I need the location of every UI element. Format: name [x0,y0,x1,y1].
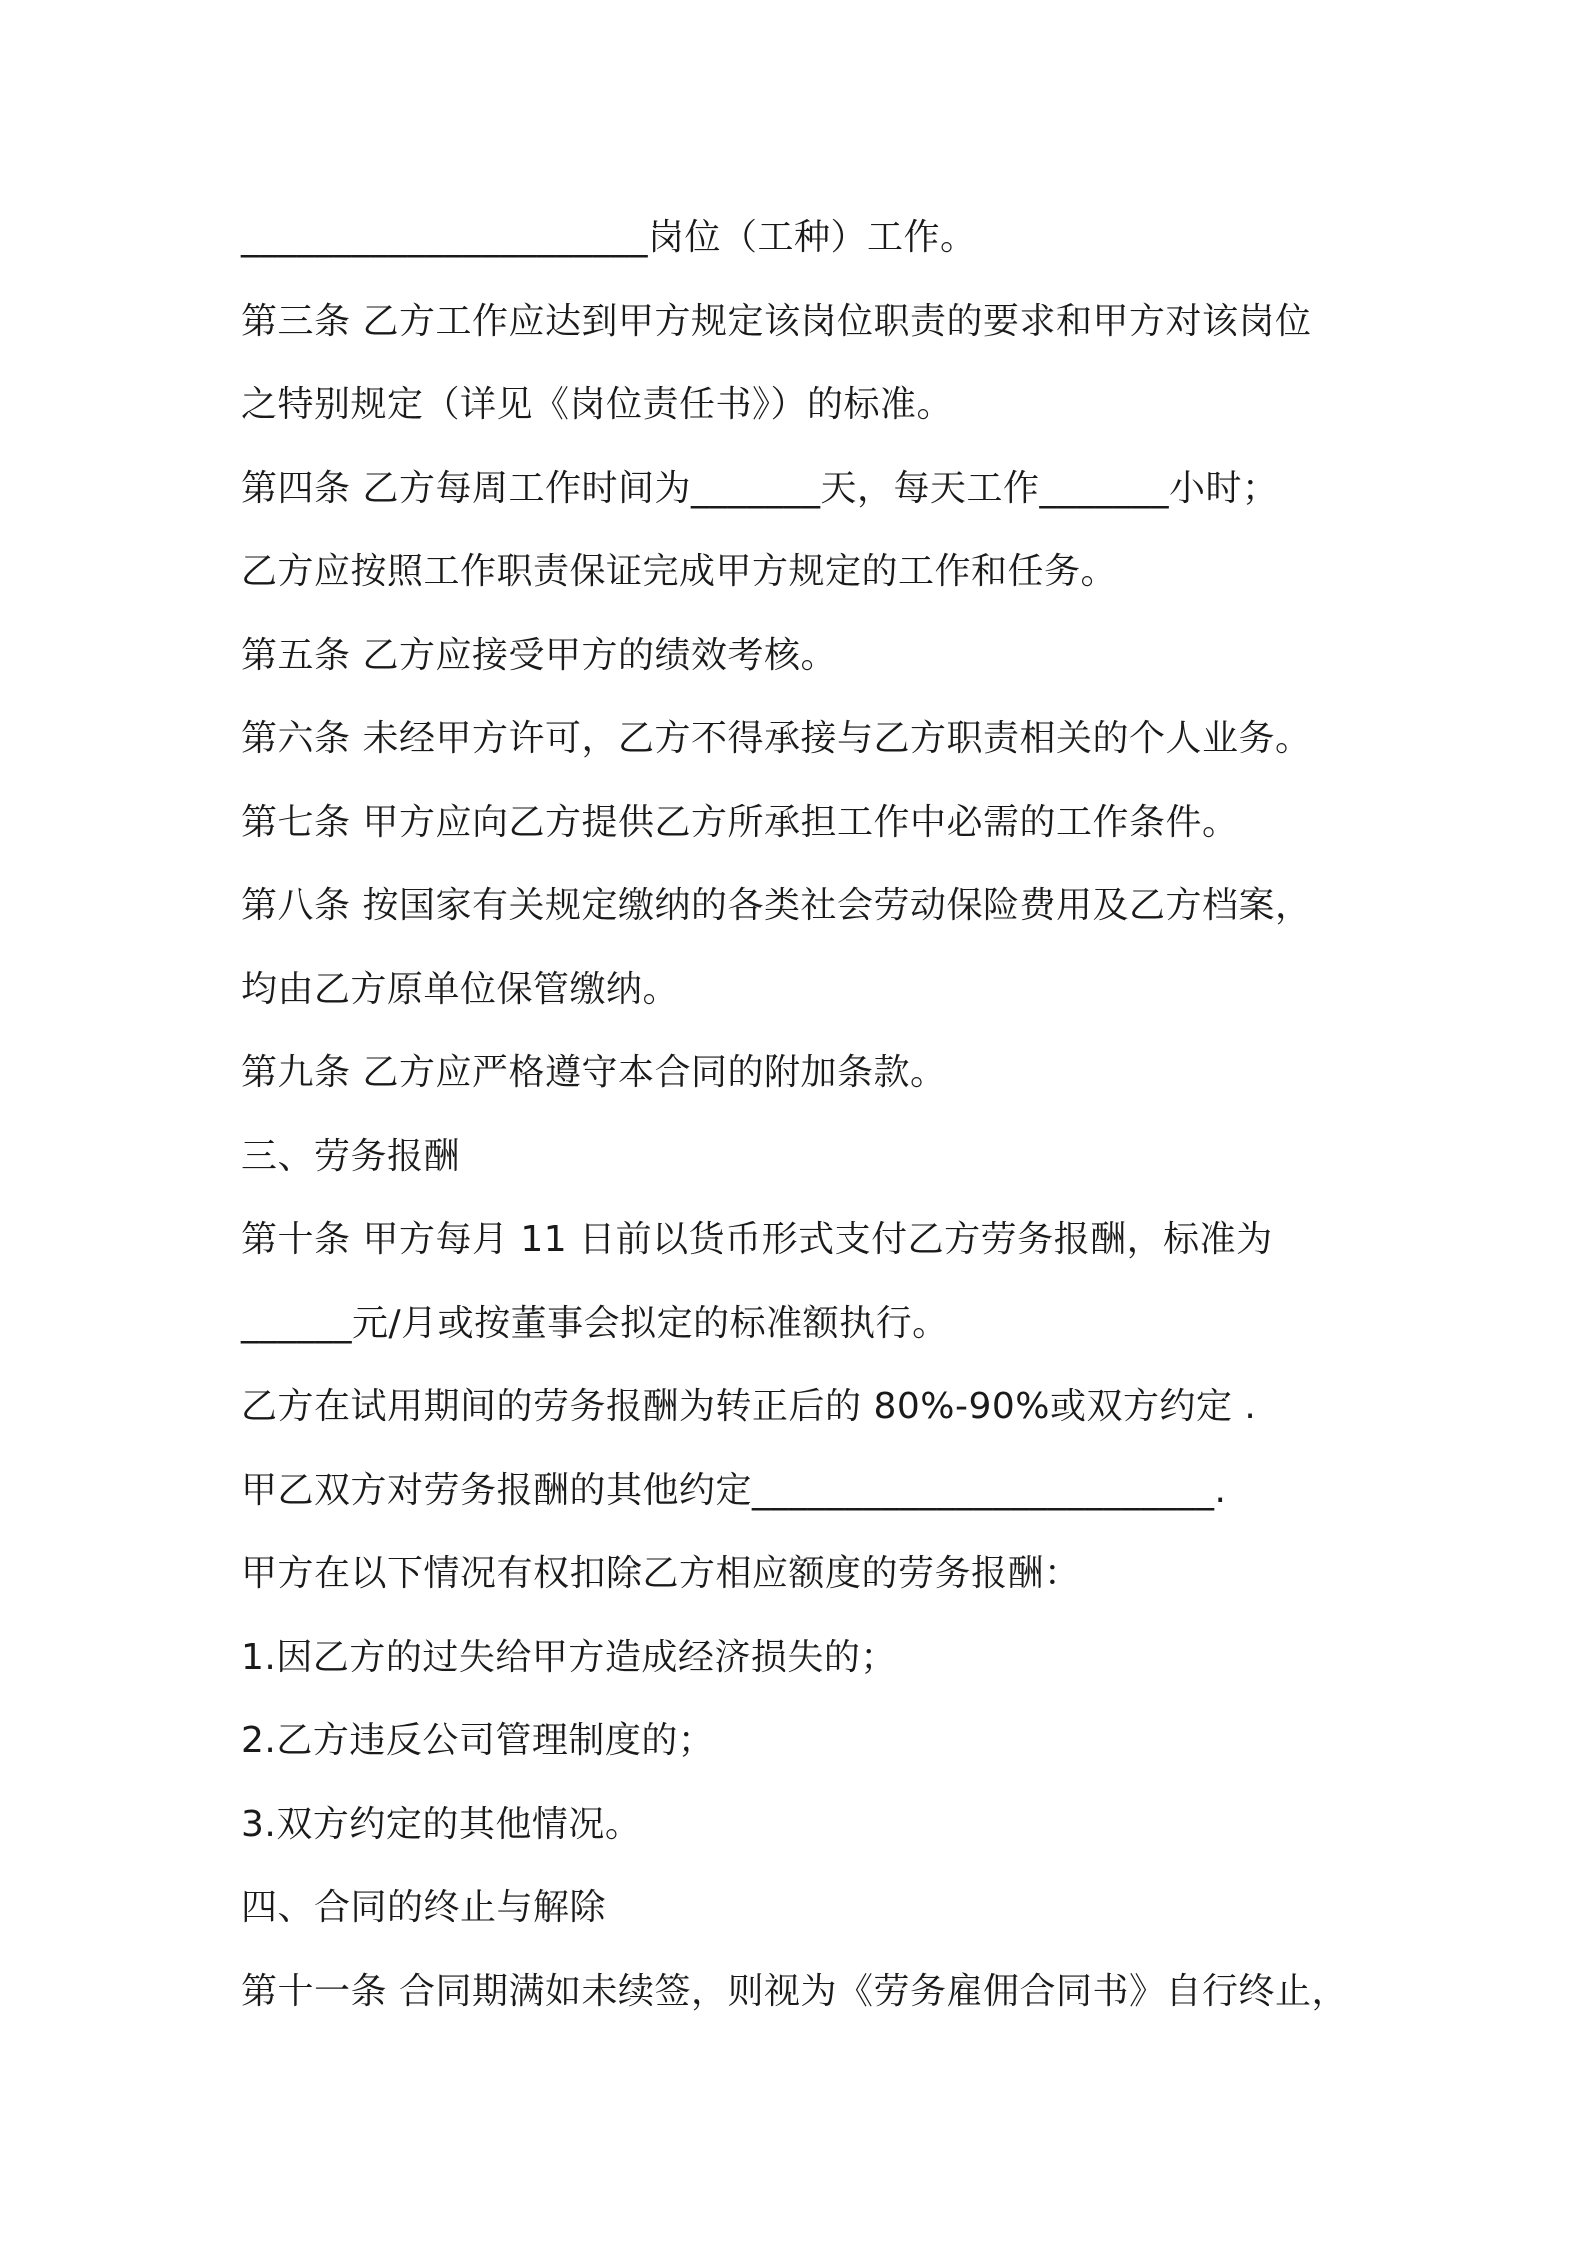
article-3-line-1: 第三条 乙方工作应达到甲方规定该岗位职责的要求和甲方对该岗位 [241,300,1312,342]
article-10-line-2: ______元/月或按董事会拟定的标准额执行。 [241,1302,949,1344]
deduction-item-1: 1.因乙方的过失给甲方造成经济损失的； [241,1636,897,1678]
article-5: 第五条 乙方应接受甲方的绩效考核。 [241,634,837,676]
document-body [241,196,1391,2033]
article-3-line-2: 之特别规定（详见《岗位责任书》）的标准。 [241,384,954,425]
deduction-item-2: 2.乙方违反公司管理制度的； [241,1720,715,1761]
section-heading-remuneration: 三、劳务报酬 [241,1135,461,1177]
deduction-intro-line: 甲方在以下情况有权扣除乙方相应额度的劳务报酬： [241,1553,1081,1594]
article-11-line-1: 第十一条 合同期满如未续签，则视为《劳务雇佣合同书》自行终止， [241,1970,1348,2012]
article-4-line-1: 第四条 乙方每周工作时间为_______天，每天工作_______小时； [241,467,1279,509]
probation-pay-line: 乙方在试用期间的劳务报酬为转正后的 80%-90%或双方约定 . [241,1386,1257,1427]
line-job-post: ______________________岗位（工种）工作。 [241,217,977,258]
article-8-line-2: 均由乙方原单位保管缴纳。 [241,968,680,1010]
article-6: 第六条 未经甲方许可，乙方不得承接与乙方职责相关的个人业务。 [241,718,1312,759]
article-8-line-1: 第八条 按国家有关规定缴纳的各类社会劳动保险费用及乙方档案， [241,885,1312,926]
other-pay-agreement-line: 甲乙双方对劳务报酬的其他约定_________________________. [241,1469,1227,1511]
article-4-line-2: 乙方应按照工作职责保证完成甲方规定的工作和任务。 [241,551,1118,592]
article-7: 第七条 甲方应向乙方提供乙方所承担工作中必需的工作条件。 [241,801,1239,843]
article-10-line-1: 第十条 甲方每月 11 日前以货币形式支付乙方劳务报酬，标准为 [241,1219,1273,1260]
deduction-item-3: 3.双方约定的其他情况。 [241,1803,642,1845]
article-9: 第九条 乙方应严格遵守本合同的附加条款。 [241,1052,947,1093]
section-heading-termination: 四、合同的终止与解除 [241,1887,607,1928]
